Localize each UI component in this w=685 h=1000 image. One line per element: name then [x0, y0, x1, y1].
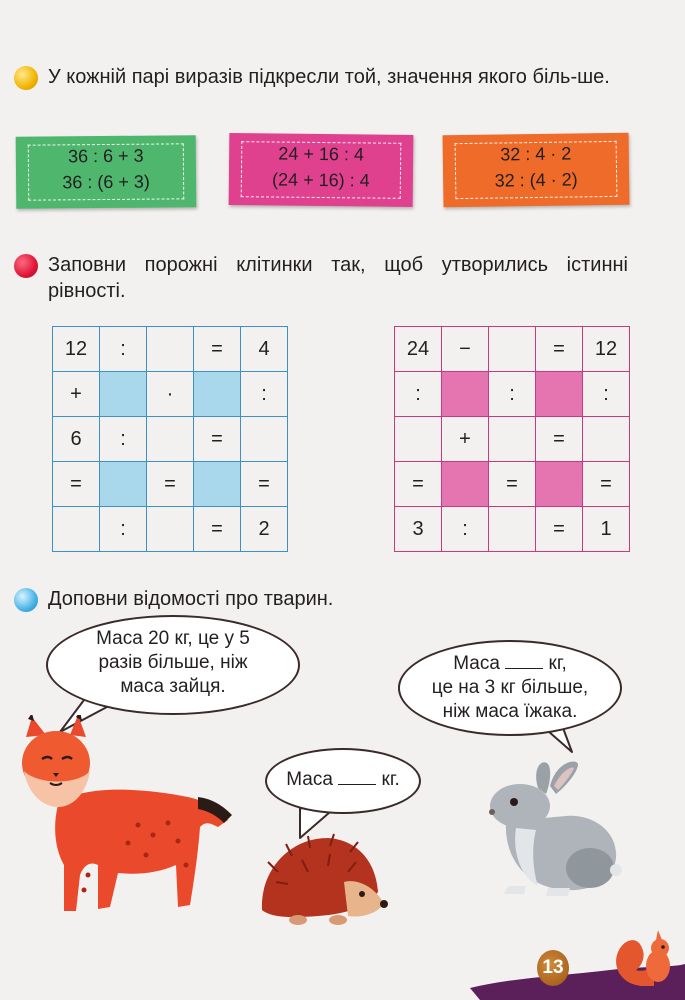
pink-cell: 12 [583, 327, 630, 372]
blue-cell: = [147, 462, 194, 507]
card3-line1: 32 : 4 · 2 [500, 143, 572, 165]
hedgehog-bubble-text: Маса [286, 769, 333, 790]
blue-cell: = [194, 327, 241, 372]
hedgehog-speech-bubble [265, 748, 421, 814]
rabbit-bubble-unit: кг, [548, 653, 567, 674]
rabbit-illustration [486, 758, 622, 898]
rabbit-bubble-line: ніж маса їжака. [442, 701, 578, 722]
hedgehog-answer-blank[interactable] [338, 770, 376, 785]
blue-cell: : [241, 372, 288, 417]
rabbit-bubble-text: Маса [453, 653, 500, 674]
rabbit-bubble-line: це на 3 кг більше, [431, 677, 589, 698]
pink-cell: − [442, 327, 489, 372]
blue-cell: = [53, 462, 100, 507]
blue-cell: : [100, 327, 147, 372]
page-number: 13 [537, 950, 569, 986]
blue-cell: 6 [53, 417, 100, 462]
blue-cell: : [100, 507, 147, 552]
pink-cell: = [583, 462, 630, 507]
blue-cell: = [194, 507, 241, 552]
lynx-speech-bubble [46, 615, 300, 715]
blue-cell: : [100, 417, 147, 462]
pink-cell: 1 [583, 507, 630, 552]
pink-cell: = [489, 462, 536, 507]
rabbit-speech-bubble [398, 640, 622, 736]
lynx-bubble-line: разів більше, ніж [98, 652, 248, 673]
pink-cell: = [395, 462, 442, 507]
rabbit-answer-blank[interactable] [505, 654, 543, 669]
blue-cell: · [147, 372, 194, 417]
pink-cell: : [489, 372, 536, 417]
squirrel-icon [612, 926, 672, 988]
pink-cell: 24 [395, 327, 442, 372]
card2-line2: (24 + 16) : 4 [272, 169, 370, 191]
blue-cell: 4 [241, 327, 288, 372]
hedgehog-illustration [258, 832, 388, 926]
lynx-bubble-line: маса зайця. [120, 676, 226, 697]
blue-cell: 12 [53, 327, 100, 372]
lynx-illustration [18, 715, 238, 920]
blue-cell: = [241, 462, 288, 507]
pink-cell: = [536, 417, 583, 462]
hedgehog-bubble-unit: кг. [381, 769, 400, 790]
card1-line2: 36 : (6 + 3) [62, 171, 150, 193]
pink-cell: + [442, 417, 489, 462]
task3-text: Доповни відомості про тварин. [48, 588, 334, 610]
pink-cell: : [442, 507, 489, 552]
card3-line2: 32 : (4 · 2) [494, 169, 578, 191]
blue-cell: = [194, 417, 241, 462]
pink-cell: : [395, 372, 442, 417]
task1-text: У кожній парі виразів підкресли той, значення якого біль-ше. [48, 66, 610, 88]
card1-line1: 36 : 6 + 3 [67, 145, 144, 167]
pink-cell: 3 [395, 507, 442, 552]
blue-cell: 2 [241, 507, 288, 552]
blue-cell: + [53, 372, 100, 417]
pink-cell: : [583, 372, 630, 417]
pink-cell: = [536, 327, 583, 372]
card2-line1: 24 + 16 : 4 [278, 143, 365, 165]
pink-cell: = [536, 507, 583, 552]
lynx-bubble-line: Маса 20 кг, це у 5 [96, 628, 250, 649]
task2-text: Заповни порожні клітинки так, щоб утворились істинні рівності. [48, 254, 628, 302]
